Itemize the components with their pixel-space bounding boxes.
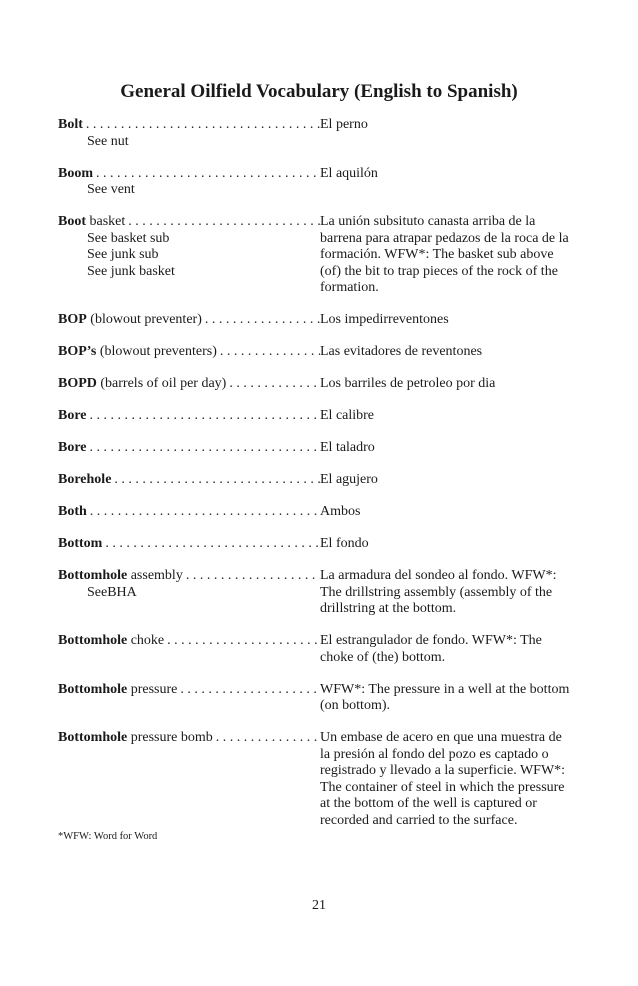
translation-line: The drillstring assembly (assembly of the xyxy=(320,584,553,600)
vocabulary-entry xyxy=(58,166,580,199)
term-line xyxy=(58,536,320,553)
term-line xyxy=(58,117,320,134)
vocabulary-list xyxy=(58,117,580,829)
translation xyxy=(320,117,580,150)
term xyxy=(58,682,177,699)
term-line xyxy=(58,344,320,361)
term xyxy=(58,440,87,457)
translation-line: El fondo xyxy=(320,536,369,551)
term-qualifier: (barrels of oil per day) xyxy=(96,376,227,391)
dot-leader xyxy=(87,504,320,521)
translation-line: choke of (the) bottom. xyxy=(320,649,446,665)
vocabulary-entry xyxy=(58,376,580,393)
vocabulary-entry xyxy=(58,536,580,553)
dot-leader xyxy=(213,730,320,747)
page-title: General Oilfield Vocabulary (English to Spanish) xyxy=(120,81,518,102)
vocabulary-entry xyxy=(58,344,580,361)
term xyxy=(58,408,87,425)
dot-leader xyxy=(177,682,320,699)
vocabulary-entry xyxy=(58,472,580,489)
term xyxy=(58,504,87,521)
term-column xyxy=(58,536,320,553)
translation-line: Los impedirreventones xyxy=(320,312,449,327)
term-keyword: BOPD xyxy=(58,376,97,391)
translation-line: recorded and carried to the surface. xyxy=(320,812,518,828)
translation-line: drillstring at the bottom. xyxy=(320,601,457,616)
term-qualifier: (blowout preventers) xyxy=(96,344,217,359)
translation-line: (on bottom). xyxy=(320,698,390,713)
translation-line: Los barriles de petroleo por dia xyxy=(320,376,496,391)
term-keyword: Boom xyxy=(58,165,93,181)
translation-line: Las evitadores de reventones xyxy=(320,344,483,359)
see-reference: See nut xyxy=(87,133,129,149)
term xyxy=(58,312,202,329)
term xyxy=(58,536,102,553)
dot-leader xyxy=(125,214,320,231)
term-column xyxy=(58,117,320,150)
translation xyxy=(320,472,580,489)
page-number: 21 xyxy=(312,898,326,913)
term xyxy=(58,166,93,183)
translation xyxy=(320,504,580,521)
vocabulary-entry xyxy=(58,408,580,425)
term xyxy=(58,117,83,134)
term-column xyxy=(58,633,320,666)
dot-leader xyxy=(83,117,320,134)
term xyxy=(58,214,125,231)
translation xyxy=(320,440,580,457)
vocabulary-entry xyxy=(58,568,580,618)
see-reference: See junk sub xyxy=(87,247,159,262)
translation-line: registrado y llevado a la superficie. WFW*: xyxy=(320,763,566,778)
term xyxy=(58,472,111,489)
term-column xyxy=(58,376,320,393)
translation-line: El perno xyxy=(320,117,368,132)
see-reference: See basket sub xyxy=(87,230,170,246)
term-column xyxy=(58,312,320,329)
term-keyword: Boot xyxy=(58,214,86,229)
vocabulary-entry xyxy=(58,214,580,297)
translation-line: formation. xyxy=(320,280,379,295)
term-keyword: Bottomhole xyxy=(58,730,128,745)
translation-line: El estrangulador de fondo. WFW*: The xyxy=(320,633,542,648)
translation xyxy=(320,408,580,425)
term-column xyxy=(58,568,320,618)
term-column xyxy=(58,344,320,361)
term-qualifier: choke xyxy=(127,633,165,648)
see-reference: See vent xyxy=(87,182,135,197)
translation-line: La armadura del sondeo al fondo. WFW*: xyxy=(320,568,557,583)
term-keyword: Both xyxy=(58,504,87,519)
translation-line: barrena para atrapar pedazos de la roca de la xyxy=(320,230,569,246)
term-line xyxy=(58,312,320,329)
dot-leader xyxy=(87,408,320,425)
translation xyxy=(320,214,580,297)
term-line xyxy=(58,568,320,585)
term-keyword: Bottomhole xyxy=(58,568,128,583)
translation xyxy=(320,376,580,393)
dot-leader xyxy=(226,376,320,393)
term-line xyxy=(58,166,320,183)
dot-leader xyxy=(202,312,320,329)
term-line xyxy=(58,376,320,393)
translation xyxy=(320,312,580,329)
translation xyxy=(320,568,580,618)
dot-leader xyxy=(183,568,320,585)
term-keyword: Bore xyxy=(58,408,87,423)
term-qualifier: assembly xyxy=(127,568,183,583)
term xyxy=(58,730,213,747)
term-line xyxy=(58,214,320,231)
see-reference: SeeBHA xyxy=(87,584,137,600)
vocabulary-entry xyxy=(58,117,580,150)
term-qualifier: pressure bomb xyxy=(127,730,213,745)
term-column xyxy=(58,504,320,521)
vocabulary-entry xyxy=(58,440,580,457)
term-keyword: Borehole xyxy=(58,472,112,487)
translation-line: El taladro xyxy=(320,440,375,455)
translation-line: Un embase de acero en que una muestra de xyxy=(320,730,562,745)
term-keyword: Bolt xyxy=(58,117,83,132)
term-line xyxy=(58,682,320,699)
term-keyword: Bore xyxy=(58,440,87,455)
dot-leader xyxy=(102,536,320,553)
term-column xyxy=(58,440,320,457)
term-keyword: Bottomhole xyxy=(58,681,128,697)
translation-line: (of) the bit to trap pieces of the rock of the xyxy=(320,263,558,279)
translation xyxy=(320,730,580,829)
term-qualifier: basket xyxy=(86,214,126,229)
term-qualifier: pressure xyxy=(127,681,178,697)
term-keyword: BOP xyxy=(58,312,87,327)
dot-leader xyxy=(93,166,320,183)
term-column xyxy=(58,214,320,297)
term-qualifier: (blowout preventer) xyxy=(86,312,202,327)
translation xyxy=(320,536,580,553)
translation-line: at the bottom of the well is captured or xyxy=(320,796,537,811)
vocabulary-entry xyxy=(58,504,580,521)
see-reference: See junk basket xyxy=(87,263,175,279)
translation-line: WFW*: The pressure in a well at the bottom xyxy=(320,681,570,697)
term-keyword: Bottom xyxy=(58,536,103,551)
translation xyxy=(320,633,580,666)
dot-leader xyxy=(164,633,320,650)
term-line xyxy=(58,472,320,489)
translation-line: The container of steel in which the pressure xyxy=(320,779,565,795)
vocabulary-entry xyxy=(58,682,580,715)
term-column xyxy=(58,408,320,425)
translation-line: La unión subsituto canasta arriba de la xyxy=(320,214,536,229)
translation-line: Ambos xyxy=(320,504,361,519)
translation-line: El aquilón xyxy=(320,165,378,181)
term-line xyxy=(58,440,320,457)
translation xyxy=(320,682,580,715)
term-line xyxy=(58,408,320,425)
vocabulary-entry xyxy=(58,312,580,329)
term xyxy=(58,376,226,393)
term xyxy=(58,568,183,585)
term-line xyxy=(58,730,320,747)
translation-line: la presión al fondo del pozo es captado o xyxy=(320,746,549,762)
term-column xyxy=(58,682,320,715)
translation xyxy=(320,344,580,361)
term xyxy=(58,633,164,650)
term-keyword: BOP’s xyxy=(58,344,97,359)
term xyxy=(58,344,217,361)
vocabulary-entry xyxy=(58,730,580,829)
translation-line: formación. WFW*: The basket sub above xyxy=(320,247,554,262)
dot-leader xyxy=(217,344,320,361)
vocabulary-entry xyxy=(58,633,580,666)
term-line xyxy=(58,504,320,521)
translation-line: El calibre xyxy=(320,408,375,423)
term-keyword: Bottomhole xyxy=(58,633,128,648)
dot-leader xyxy=(87,440,320,457)
term-line xyxy=(58,633,320,650)
footnote: *WFW: Word for Word xyxy=(58,831,158,842)
term-column xyxy=(58,472,320,489)
translation xyxy=(320,166,580,199)
term-column xyxy=(58,166,320,199)
translation-line: El agujero xyxy=(320,472,378,487)
term-column xyxy=(58,730,320,829)
dot-leader xyxy=(111,472,320,489)
